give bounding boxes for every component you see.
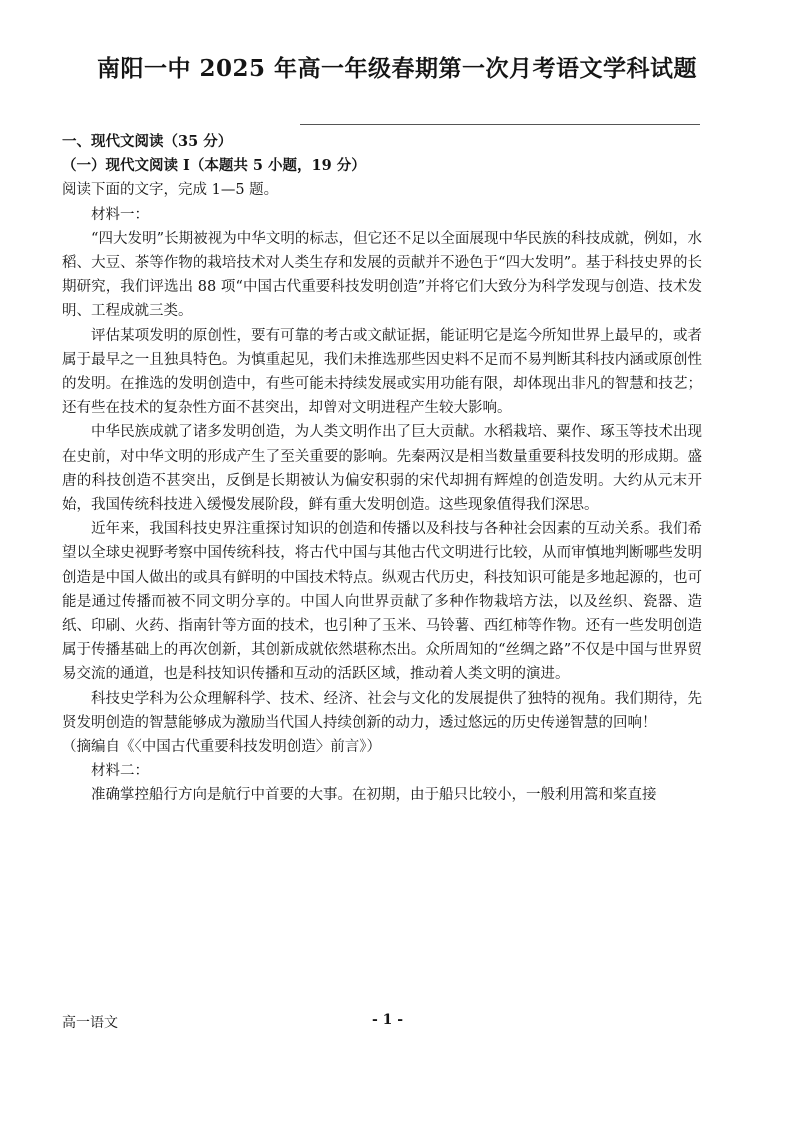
- section-heading: 一、现代文阅读（35 分）: [62, 133, 233, 150]
- material-one-paragraph: “四大发明”长期被视为中华文明的标志，但它还不足以全面展现中华民族的科技成就，例如，水稻、大豆、茶等作物的栽培技术对人类生存和发展的贡献并不逊色于“四大发明”。基于科技史界的长期研究，我们评选出 88 项“中国古代重要科技发明创造”并将它们大致分为科学发现与创造、技术发明、工程成就三类。: [62, 230, 702, 320]
- material-two-paragraph: 准确掌控船行方向是航行中首要的大事。在初期，由于船只比较小，一般利用篙和桨直接: [91, 787, 657, 804]
- material-one-label: 材料一：: [91, 206, 149, 223]
- page-title: 南阳一中 2025 年高一年级春期第一次月考语文学科试题: [96, 55, 698, 82]
- material-one-paragraph: 评估某项发明的原创性，要有可靠的考古或文献证据，能证明它是迄今所知世界上最早的，或者属于最早之一且独具特色。为慎重起见，我们未推选那些因史料不足而不易判断其科技内涵或原创性的发明。在推选的发明创造中，有些可能未持续发展或实用功能有限，却体现出非凡的智慧和技艺；还有些在技术的复杂性方面不甚突出，却曾对文明进程产生较大影响。: [62, 327, 702, 417]
- material-two-label: 材料二：: [91, 763, 149, 780]
- reading-instruction: 阅读下面的文字，完成 1—5 题。: [62, 182, 279, 199]
- footer-subject: 高一语文: [62, 1015, 118, 1031]
- material-one-paragraph: 中华民族成就了诸多发明创造，为人类文明作出了巨大贡献。水稻栽培、粟作、琢玉等技术出现在史前，对中华文明的形成产生了至关重要的影响。先秦两汉是相当数量重要科技发明的形成期。盛唐的科技创造不甚突出，反倒是长期被认为偏安积弱的宋代却拥有辉煌的创造发明。大约从元末开始，我国传统科技进入缓慢发展阶段，鲜有重大发明创造。这些现象值得我们深思。: [62, 424, 702, 514]
- material-one-paragraph: 科技史学科为公众理解科学、技术、经济、社会与文化的发展提供了独特的视角。我们期待，先贤发明创造的智慧能够成为激励当代国人持续创新的动力，透过悠远的历史传递智慧的回响！: [62, 690, 702, 731]
- material-one-paragraph: 近年来，我国科技史界注重探讨知识的创造和传播以及科技与各种社会因素的互动关系。我们希望以全球史视野考察中国传统科技，将古代中国与其他古代文明进行比较，从而审慎地判断哪些发明创造是中国人做出的或具有鲜明的中国技术特点。纵观古代历史，科技知识可能是多地起源的，也可能是通过传播而被不同文明分享的。中国人向世界贡献了多种作物栽培方法，以及丝织、瓷器、造纸、印刷、火药、指南针等方面的技术，也引种了玉米、马铃薯、西红柿等作物。还有一些发明创造属于传播基础上的再次创新，其创新成就依然堪称杰出。众所周知的“丝绸之路”不仅是中国与世界贸易交流的通道，也是科技知识传播和互动的活跃区域，推动着人类文明的演进。: [62, 521, 702, 683]
- header-divider: [300, 124, 700, 125]
- content-area: [62, 130, 702, 808]
- page-number: - 1 -: [372, 1012, 404, 1028]
- section-subheading: （一）现代文阅读 I（本题共 5 小题，19 分）: [62, 157, 366, 175]
- material-one-source: （摘编自《〈中国古代重要科技发明创造〉前言》）: [62, 739, 381, 756]
